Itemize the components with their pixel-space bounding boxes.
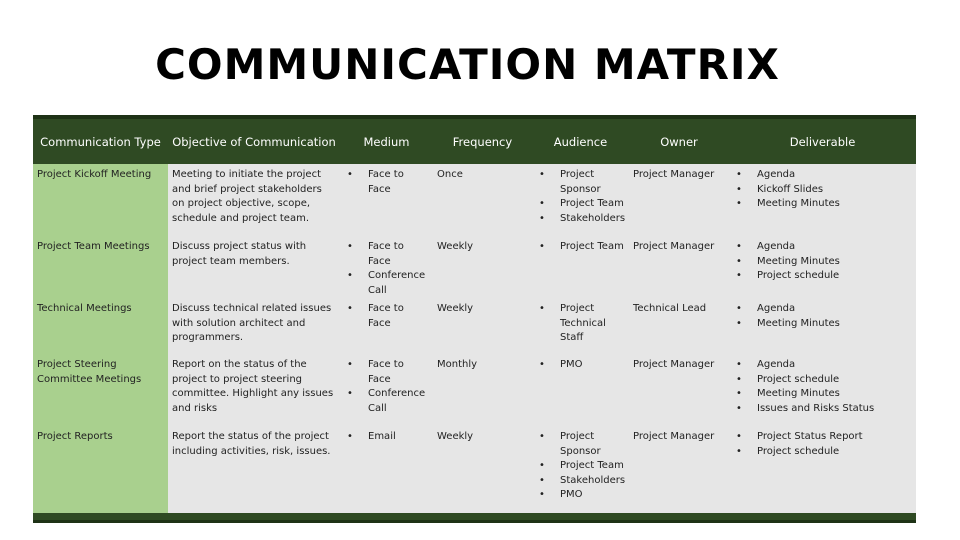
audience-cell <box>532 298 629 354</box>
page-title: COMMUNICATION MATRIX <box>155 40 780 89</box>
audience-cell <box>532 426 629 513</box>
frequency-cell: Weekly <box>433 426 532 513</box>
list-item: • Stakeholders <box>536 212 625 227</box>
header-communication-type: Communication Type <box>33 117 168 164</box>
frequency-cell: Once <box>433 164 532 236</box>
medium-cell <box>340 298 433 354</box>
frequency-cell: Weekly <box>433 236 532 298</box>
table-row <box>33 426 916 513</box>
list-item: • Meeting Minutes <box>733 387 912 402</box>
header-medium: Medium <box>340 117 433 164</box>
owner-cell: Technical Lead <box>629 298 729 354</box>
audience-cell <box>532 354 629 426</box>
deliverable-cell <box>729 298 916 354</box>
communication-matrix-table <box>33 115 916 523</box>
list-item: • Meeting Minutes <box>733 197 912 212</box>
deliverable-cell <box>729 164 916 236</box>
deliverable-cell <box>729 426 916 513</box>
owner-cell: Project Manager <box>629 164 729 236</box>
medium-cell <box>340 354 433 426</box>
list-item: • Issues and Risks Status <box>733 402 912 417</box>
owner-cell: Project Manager <box>629 354 729 426</box>
objective-cell: Discuss project status with project team members. <box>168 236 340 298</box>
list-item: • Agenda <box>733 168 912 183</box>
header-audience: Audience <box>532 117 629 164</box>
medium-cell <box>340 426 433 513</box>
list-item: • PMO <box>536 488 625 503</box>
list-item: • Email <box>344 430 429 445</box>
list-item: • Conference Call <box>344 387 429 416</box>
header-objective: Objective of Communication <box>168 117 340 164</box>
audience-cell <box>532 236 629 298</box>
footer-bar-cell <box>33 513 916 522</box>
frequency-cell: Weekly <box>433 298 532 354</box>
list-item: • Meeting Minutes <box>733 255 912 270</box>
list-item: • Project Team <box>536 240 625 255</box>
list-item: • Project Technical Staff <box>536 302 625 346</box>
communication-type-cell: Project Reports <box>33 426 168 513</box>
owner-cell: Project Manager <box>629 426 729 513</box>
list-item: • Conference Call <box>344 269 429 298</box>
list-item: • Agenda <box>733 358 912 373</box>
list-item: • Stakeholders <box>536 474 625 489</box>
audience-cell <box>532 164 629 236</box>
table-row <box>33 298 916 354</box>
table-row <box>33 236 916 298</box>
objective-cell: Meeting to initiate the project and brief project stakeholders on project objective, scope, schedule and project team. <box>168 164 340 236</box>
communication-type-cell: Project Team Meetings <box>33 236 168 298</box>
list-item: • Face to Face <box>344 240 429 269</box>
list-item: • Project schedule <box>733 373 912 388</box>
list-item: • Project Team <box>536 459 625 474</box>
list-item: • PMO <box>536 358 625 373</box>
list-item: • Project schedule <box>733 445 912 460</box>
objective-cell: Report on the status of the project to project steering committee. Highlight any issues and risks <box>168 354 340 426</box>
table-row <box>33 354 916 426</box>
list-item: • Agenda <box>733 302 912 317</box>
header-row <box>33 117 916 164</box>
header-owner: Owner <box>629 117 729 164</box>
footer-bar <box>33 513 916 522</box>
communication-type-cell: Project Kickoff Meeting <box>33 164 168 236</box>
owner-cell: Project Manager <box>629 236 729 298</box>
table-row <box>33 164 916 236</box>
communication-type-cell: Technical Meetings <box>33 298 168 354</box>
objective-cell: Discuss technical related issues with solution architect and programmers. <box>168 298 340 354</box>
header-frequency: Frequency <box>433 117 532 164</box>
list-item: • Face to Face <box>344 358 429 387</box>
list-item: • Project Sponsor <box>536 430 625 459</box>
list-item: • Project Status Report <box>733 430 912 445</box>
list-item: • Kickoff Slides <box>733 183 912 198</box>
list-item: • Project Sponsor <box>536 168 625 197</box>
medium-cell <box>340 164 433 236</box>
list-item: • Agenda <box>733 240 912 255</box>
deliverable-cell <box>729 236 916 298</box>
list-item: • Face to Face <box>344 302 429 331</box>
objective-cell: Report the status of the project including activities, risk, issues. <box>168 426 340 513</box>
header-deliverable: Deliverable <box>729 117 916 164</box>
communication-type-cell: Project Steering Committee Meetings <box>33 354 168 426</box>
deliverable-cell <box>729 354 916 426</box>
frequency-cell: Monthly <box>433 354 532 426</box>
list-item: • Project Team <box>536 197 625 212</box>
list-item: • Face to Face <box>344 168 429 197</box>
list-item: • Meeting Minutes <box>733 317 912 332</box>
list-item: • Project schedule <box>733 269 912 284</box>
medium-cell <box>340 236 433 298</box>
